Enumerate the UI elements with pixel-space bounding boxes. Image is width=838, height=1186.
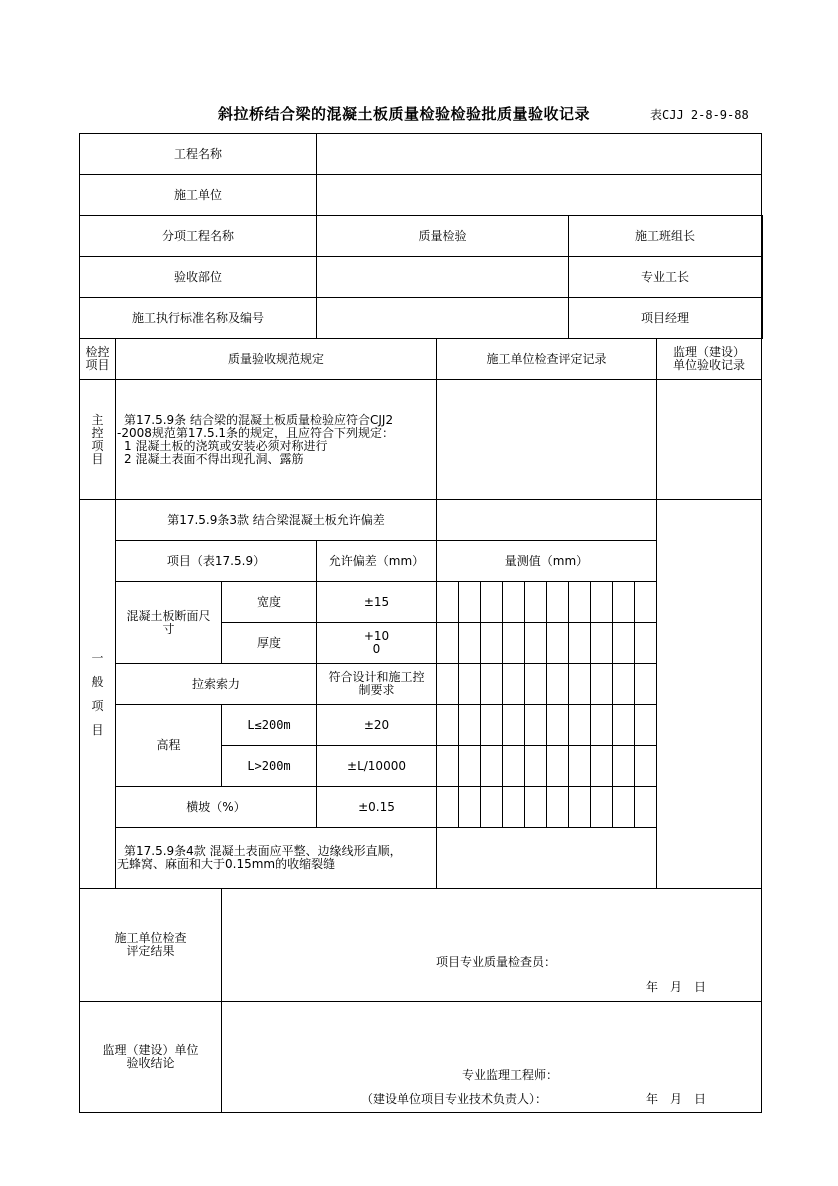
subitem-value[interactable]: 质量检验 bbox=[317, 216, 569, 257]
measure-cell[interactable] bbox=[547, 705, 569, 746]
measure-cell[interactable] bbox=[569, 705, 591, 746]
supervisor-conclusion-row bbox=[80, 1002, 763, 1113]
spec-header: 质量验收规范规定 bbox=[116, 339, 437, 380]
measure-cell[interactable] bbox=[569, 582, 591, 623]
measure-cell[interactable] bbox=[569, 787, 591, 828]
contractor-label: 施工单位 bbox=[80, 175, 317, 216]
measure-cell[interactable] bbox=[591, 705, 613, 746]
measure-cell[interactable] bbox=[481, 664, 503, 705]
standard-value[interactable] bbox=[317, 298, 569, 339]
measure-cell[interactable] bbox=[525, 705, 547, 746]
thickness-tolerance: +10 0 bbox=[317, 623, 437, 664]
measure-cell[interactable] bbox=[437, 582, 459, 623]
manager-label: 项目经理 bbox=[569, 298, 762, 339]
elevation-small-tolerance: ±20 bbox=[317, 705, 437, 746]
measure-cell[interactable] bbox=[525, 623, 547, 664]
foreman-label: 专业工长 bbox=[569, 257, 762, 298]
form-title: 斜拉桥结合梁的混凝土板质量检验检验批质量验收记录 bbox=[218, 105, 591, 123]
team-leader-label: 施工班组长 bbox=[569, 216, 762, 257]
measure-cell[interactable] bbox=[503, 664, 525, 705]
measure-cell[interactable] bbox=[459, 787, 481, 828]
form-code: 表CJJ 2-8-9-88 bbox=[650, 108, 749, 122]
general-items-supervisor[interactable] bbox=[657, 500, 762, 889]
measure-cell[interactable] bbox=[547, 664, 569, 705]
measure-cell[interactable] bbox=[481, 746, 503, 787]
measure-cell[interactable] bbox=[591, 582, 613, 623]
supervisor-date: 年 月 日 bbox=[646, 1092, 707, 1106]
main-control-supervisor[interactable] bbox=[657, 380, 762, 500]
clause3-row bbox=[80, 500, 763, 541]
measure-cell[interactable] bbox=[613, 705, 635, 746]
measure-cell[interactable] bbox=[503, 582, 525, 623]
measure-cell[interactable] bbox=[635, 746, 657, 787]
contractor-result-area[interactable] bbox=[222, 889, 762, 1002]
measure-cell[interactable] bbox=[437, 746, 459, 787]
cross-slope-label: 横坡（%） bbox=[116, 787, 317, 828]
measure-cell[interactable] bbox=[437, 664, 459, 705]
project-name-value[interactable] bbox=[317, 134, 762, 175]
measure-cell[interactable] bbox=[569, 623, 591, 664]
measure-cell[interactable] bbox=[481, 705, 503, 746]
measure-cell[interactable] bbox=[613, 664, 635, 705]
supervisor-conclusion-area[interactable] bbox=[222, 1002, 762, 1113]
measure-cell[interactable] bbox=[591, 746, 613, 787]
measure-cell[interactable] bbox=[547, 623, 569, 664]
measure-cell[interactable] bbox=[635, 705, 657, 746]
clause3-check[interactable] bbox=[437, 500, 657, 541]
measure-cell[interactable] bbox=[481, 787, 503, 828]
contractor-result-row bbox=[80, 889, 763, 1002]
thickness-label: 厚度 bbox=[222, 623, 317, 664]
manager-value[interactable] bbox=[762, 298, 763, 339]
measure-cell[interactable] bbox=[437, 623, 459, 664]
measure-cell[interactable] bbox=[613, 582, 635, 623]
info-row-contractor bbox=[80, 175, 763, 216]
measure-cell[interactable] bbox=[459, 582, 481, 623]
measure-cell[interactable] bbox=[591, 623, 613, 664]
main-control-spec: 第17.5.9条 结合梁的混凝土板质量检验应符合CJJ2 -2008规范第17.5.1条的规定，且应符合下列规定： 1 混凝土板的浇筑或安装必须对称进行 2 混凝土表面不得出现孔洞、露筋 bbox=[116, 380, 437, 500]
supervisor-header: 监理（建设） 单位验收记录 bbox=[657, 339, 762, 380]
measure-cell[interactable] bbox=[525, 746, 547, 787]
main-control-label: 主 控 项 目 bbox=[80, 380, 116, 500]
measure-cell[interactable] bbox=[591, 664, 613, 705]
project-name-label: 工程名称 bbox=[80, 134, 317, 175]
width-tolerance: ±15 bbox=[317, 582, 437, 623]
clause4-text: 第17.5.9条4款 混凝土表面应平整、边缘线形直顺， 无蜂窝、麻面和大于0.15mm的收缩裂缝 bbox=[116, 828, 437, 889]
measure-cell[interactable] bbox=[569, 664, 591, 705]
measure-cell[interactable] bbox=[613, 787, 635, 828]
info-row-standard bbox=[80, 298, 763, 339]
measure-cell[interactable] bbox=[525, 787, 547, 828]
supervisor-engineer-label: 专业监理工程师： bbox=[462, 1068, 559, 1082]
main-control-check[interactable] bbox=[437, 380, 657, 500]
inspector-label: 项目专业质量检查员： bbox=[436, 955, 557, 969]
elevation-small-label: L≤200m bbox=[222, 705, 317, 746]
measure-cell[interactable] bbox=[503, 746, 525, 787]
location-label: 验收部位 bbox=[80, 257, 317, 298]
foreman-value[interactable] bbox=[762, 257, 763, 298]
measure-cell[interactable] bbox=[437, 705, 459, 746]
cable-force-tolerance: 符合设计和施工控 制要求 bbox=[317, 664, 437, 705]
measure-cell[interactable] bbox=[635, 787, 657, 828]
measure-cell[interactable] bbox=[635, 582, 657, 623]
measure-cell[interactable] bbox=[481, 623, 503, 664]
standard-label: 施工执行标准名称及编号 bbox=[80, 298, 317, 339]
clause3-title: 第17.5.9条3款 结合梁混凝土板允许偏差 bbox=[116, 500, 437, 541]
location-value[interactable] bbox=[317, 257, 569, 298]
cable-force-label: 拉索索力 bbox=[116, 664, 317, 705]
measure-cell[interactable] bbox=[503, 623, 525, 664]
column-header-row bbox=[80, 339, 763, 380]
subitem-label: 分项工程名称 bbox=[80, 216, 317, 257]
category-header: 检控 项目 bbox=[80, 339, 116, 380]
info-row-location bbox=[80, 257, 763, 298]
measure-cell[interactable] bbox=[635, 664, 657, 705]
measure-cell[interactable] bbox=[525, 582, 547, 623]
measure-cell[interactable] bbox=[591, 787, 613, 828]
measure-cell[interactable] bbox=[525, 664, 547, 705]
measure-cell[interactable] bbox=[459, 664, 481, 705]
main-control-row bbox=[80, 380, 763, 500]
measure-cell[interactable] bbox=[635, 623, 657, 664]
team-leader-value[interactable] bbox=[762, 216, 763, 257]
check-record-header: 施工单位检查评定记录 bbox=[437, 339, 657, 380]
measure-cell[interactable] bbox=[437, 787, 459, 828]
contractor-result-label: 施工单位检查 评定结果 bbox=[80, 889, 222, 1002]
measure-cell[interactable] bbox=[613, 746, 635, 787]
clause4-check[interactable] bbox=[437, 828, 657, 889]
measure-cell[interactable] bbox=[503, 787, 525, 828]
section-size-label: 混凝土板断面尺 寸 bbox=[116, 582, 222, 664]
elevation-label: 高程 bbox=[116, 705, 222, 787]
elevation-large-label: L>200m bbox=[222, 746, 317, 787]
owner-rep-label: （建设单位项目专业技术负责人）： bbox=[361, 1092, 548, 1106]
measure-cell[interactable] bbox=[459, 746, 481, 787]
width-label: 宽度 bbox=[222, 582, 317, 623]
measure-cell[interactable] bbox=[547, 582, 569, 623]
info-row-subitem bbox=[80, 216, 763, 257]
measure-cell[interactable] bbox=[459, 705, 481, 746]
info-row-project bbox=[80, 134, 763, 175]
measure-cell[interactable] bbox=[503, 705, 525, 746]
measure-cell[interactable] bbox=[459, 623, 481, 664]
tolerance-header: 允许偏差（mm） bbox=[317, 541, 437, 582]
elevation-large-tolerance: ±L/10000 bbox=[317, 746, 437, 787]
cross-slope-tolerance: ±0.15 bbox=[317, 787, 437, 828]
measure-cell[interactable] bbox=[547, 746, 569, 787]
inspector-date: 年 月 日 bbox=[646, 980, 707, 994]
document-header bbox=[0, 103, 838, 127]
measure-cell[interactable] bbox=[481, 582, 503, 623]
measured-header: 量测值（mm） bbox=[437, 541, 657, 582]
contractor-value[interactable] bbox=[317, 175, 762, 216]
measure-cell[interactable] bbox=[547, 787, 569, 828]
inspection-record-table bbox=[79, 133, 763, 1113]
measure-cell[interactable] bbox=[569, 746, 591, 787]
general-items-label: 一 般 项 目 bbox=[80, 500, 116, 889]
supervisor-conclusion-label: 监理（建设）单位 验收结论 bbox=[80, 1002, 222, 1113]
item-header: 项目（表17.5.9） bbox=[116, 541, 317, 582]
measure-cell[interactable] bbox=[613, 623, 635, 664]
